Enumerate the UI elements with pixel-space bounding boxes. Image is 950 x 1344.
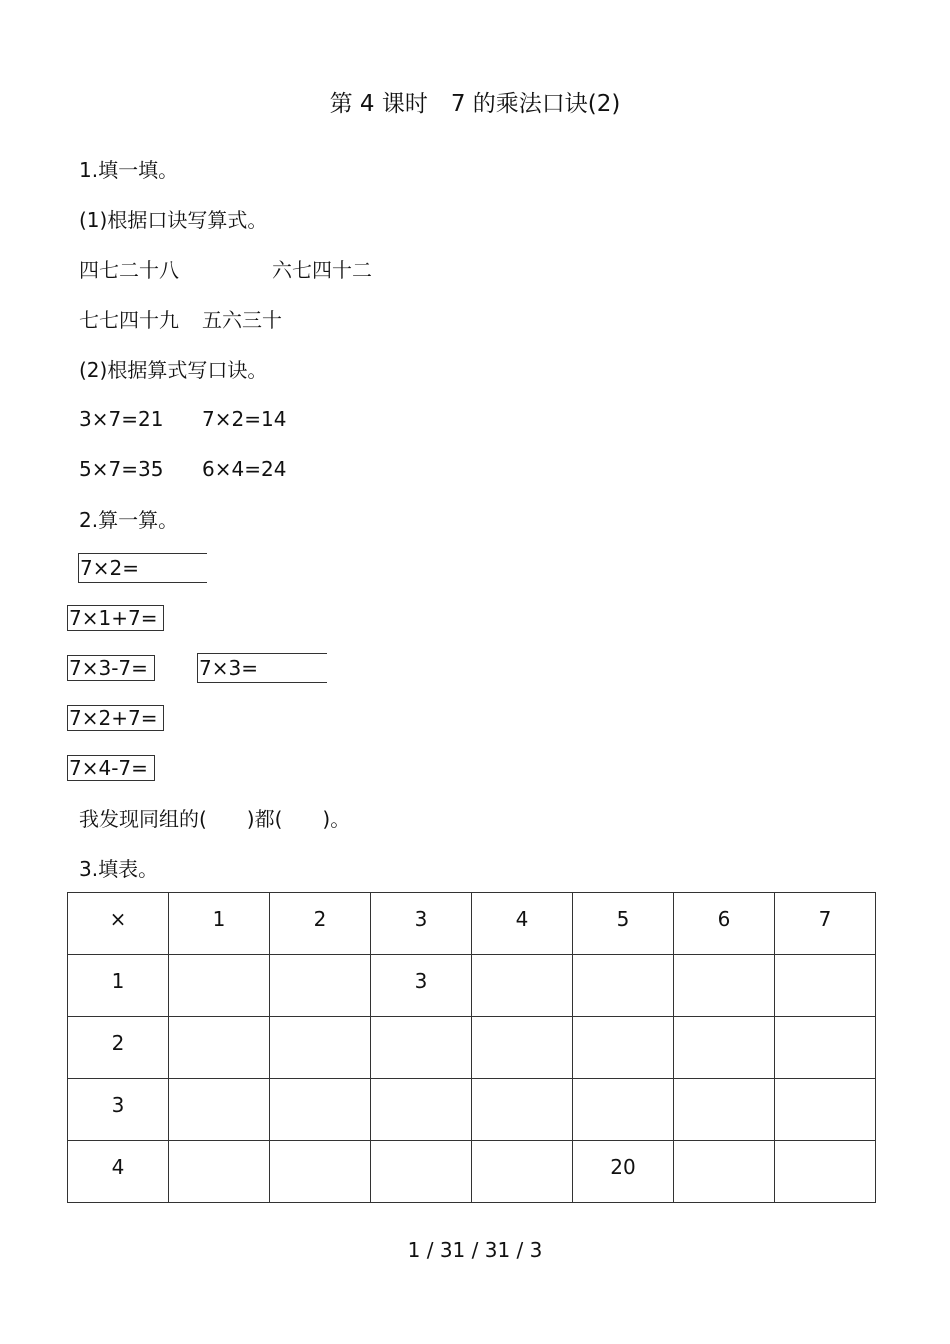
table-row xyxy=(68,955,876,1017)
calc-box: 7×2= xyxy=(78,553,207,583)
rhyme-item: 七七四十九 xyxy=(79,308,179,332)
table-cell xyxy=(169,1079,270,1141)
table-cell xyxy=(371,1017,472,1079)
table-cell xyxy=(674,1141,775,1203)
table-cell: 2 xyxy=(68,1017,169,1079)
q1-part1-label: (1)根据口诀写算式。 xyxy=(79,208,268,232)
header-cell: 6 xyxy=(674,893,775,955)
table-cell: 3 xyxy=(371,955,472,1017)
calc-box: 7×3-7= xyxy=(67,655,155,681)
rhyme-item: 五六三十 xyxy=(202,308,282,332)
header-cell: 3 xyxy=(371,893,472,955)
table-cell xyxy=(472,955,573,1017)
table-cell: 1 xyxy=(68,955,169,1017)
multiplication-table xyxy=(67,892,876,1203)
table-cell xyxy=(371,1079,472,1141)
table-row xyxy=(68,1017,876,1079)
table-cell xyxy=(775,1141,876,1203)
table-cell xyxy=(775,1017,876,1079)
table-cell xyxy=(674,955,775,1017)
header-cell: × xyxy=(68,893,169,955)
table-cell xyxy=(169,955,270,1017)
table-cell xyxy=(270,955,371,1017)
table-cell xyxy=(573,1079,674,1141)
table-cell xyxy=(775,955,876,1017)
table-cell: 20 xyxy=(573,1141,674,1203)
calc-box: 7×3= xyxy=(197,653,327,683)
table-cell xyxy=(169,1141,270,1203)
table-cell: 4 xyxy=(68,1141,169,1203)
table-cell xyxy=(472,1141,573,1203)
table-cell xyxy=(270,1017,371,1079)
table-cell xyxy=(371,1141,472,1203)
table-cell xyxy=(169,1017,270,1079)
page-footer: 1 / 31 / 31 / 3 xyxy=(407,1238,543,1262)
rhyme-item: 四七二十八 xyxy=(79,258,179,282)
table-cell xyxy=(674,1017,775,1079)
q2-heading: 2.算一算。 xyxy=(79,508,179,532)
header-cell: 4 xyxy=(472,893,573,955)
table-cell xyxy=(775,1079,876,1141)
table-header-row xyxy=(68,893,876,955)
calc-box: 7×2+7= xyxy=(67,705,164,731)
q2-conclusion: 我发现同组的( )都( )。 xyxy=(79,807,351,831)
q3-heading: 3.填表。 xyxy=(79,857,159,881)
table-cell xyxy=(573,955,674,1017)
table-cell xyxy=(472,1079,573,1141)
equation-item: 7×2=14 xyxy=(202,407,287,431)
table-cell xyxy=(270,1079,371,1141)
table-cell: 3 xyxy=(68,1079,169,1141)
table-cell xyxy=(573,1017,674,1079)
table-cell xyxy=(472,1017,573,1079)
equation-item: 5×7=35 xyxy=(79,457,164,481)
header-cell: 2 xyxy=(270,893,371,955)
equation-item: 6×4=24 xyxy=(202,457,287,481)
calc-box: 7×1+7= xyxy=(67,605,164,631)
table-row xyxy=(68,1141,876,1203)
header-cell: 7 xyxy=(775,893,876,955)
q1-heading: 1.填一填。 xyxy=(79,158,179,182)
q1-part2-label: (2)根据算式写口诀。 xyxy=(79,358,268,382)
table-cell xyxy=(270,1141,371,1203)
page-title: 第 4 课时 7 的乘法口诀(2) xyxy=(329,91,621,117)
table-cell xyxy=(674,1079,775,1141)
equation-item: 3×7=21 xyxy=(79,407,164,431)
table-row xyxy=(68,1079,876,1141)
header-cell: 1 xyxy=(169,893,270,955)
calc-box: 7×4-7= xyxy=(67,755,155,781)
rhyme-item: 六七四十二 xyxy=(272,258,372,282)
header-cell: 5 xyxy=(573,893,674,955)
